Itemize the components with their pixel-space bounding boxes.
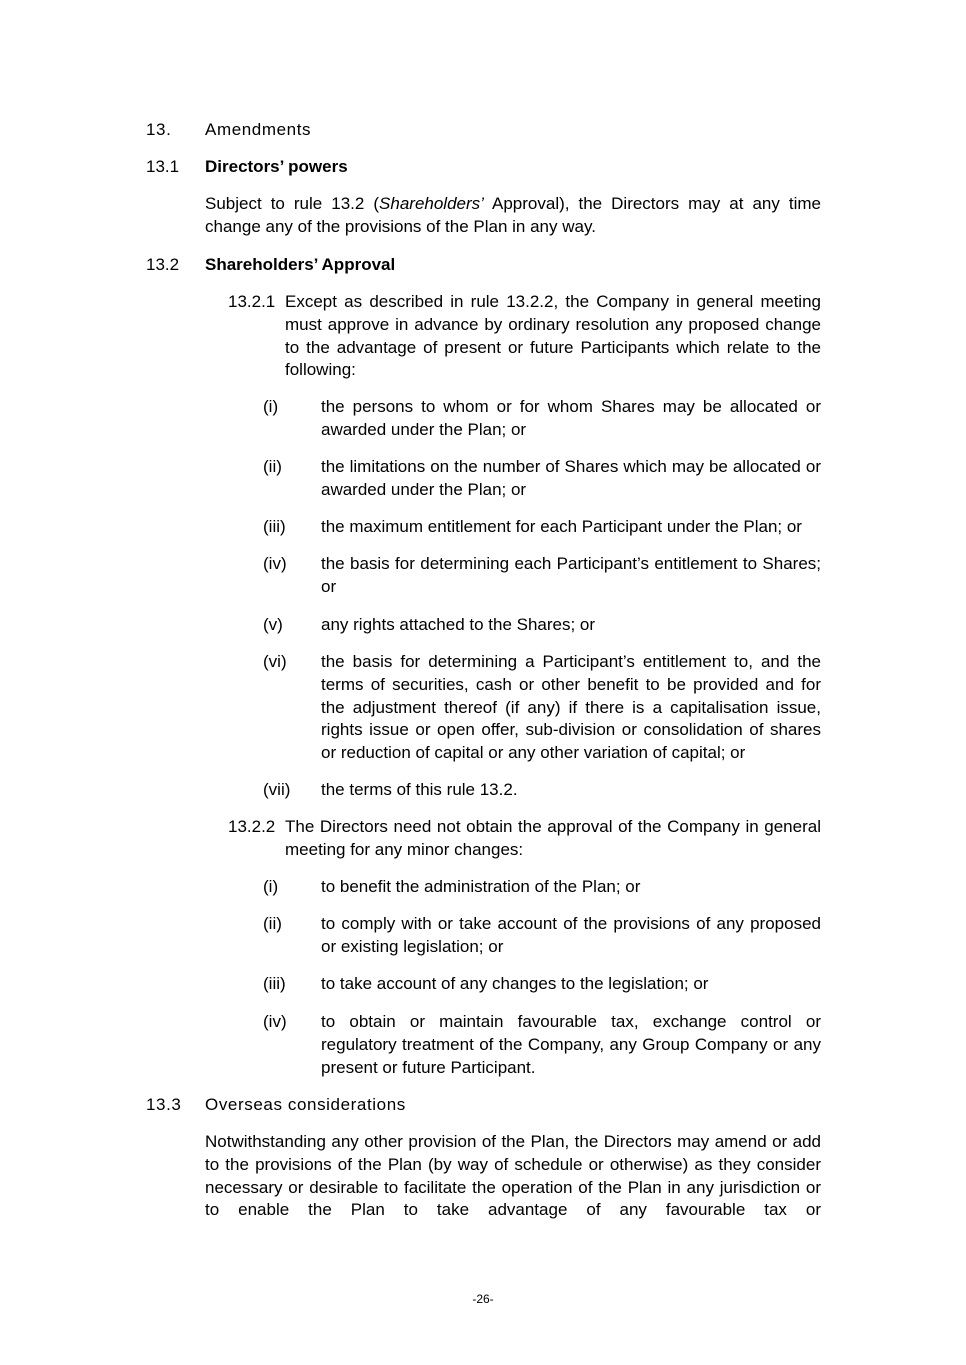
clause-13-1-number: 13.1: [146, 157, 180, 176]
list-item-number: (v): [263, 615, 283, 634]
list-item-text: the basis for determining each Participant’s entitlement to Shares; or: [321, 554, 821, 596]
list-item-number: (iv): [263, 554, 287, 573]
list-item-number: (i): [263, 877, 279, 896]
clause-13-1-body: [205, 193, 821, 239]
list-item-number: (ii): [263, 457, 282, 476]
list-item-number: (iii): [263, 974, 286, 993]
list-item-text: to obtain or maintain favourable tax, exchange control or regulatory treatment of the Company, any Group Company or any present or future Participant.: [321, 1012, 821, 1077]
section-number: 13.: [146, 120, 172, 139]
list-item-text: the limitations on the number of Shares which may be allocated or awarded under the Plan; or: [321, 457, 821, 499]
clause-13-3-body: Notwithstanding any other provision of the Plan, the Directors may amend or add to the provisions of the Plan (by way of schedule or otherwise) as they consider necessary or desirable to facilitate the operation of the Plan in any jurisdiction or to enable the Plan to take advantage of any favourable tax or: [205, 1132, 821, 1220]
rule-13-2-2-number: 13.2.2: [228, 817, 276, 836]
clause-13-3-number: 13.3: [146, 1095, 182, 1114]
list-item-text: to comply with or take account of the provisions of any proposed or existing legislation; or: [321, 914, 821, 956]
clause-13-2-number: 13.2: [146, 255, 180, 274]
list-item-text: the basis for determining a Participant’s entitlement to, and the terms of securities, cash or other benefit to be provided and for the adjustment thereof (if any) if there is a capitalisation issue, rights issue or open offer, sub-division or consolidation of shares or reduction of capital or any other variation of capital; or: [321, 652, 821, 763]
clause-13-1-body-italic: Shareholders’: [379, 194, 484, 213]
list-item-number: (iii): [263, 517, 286, 536]
list-item-text: the terms of this rule 13.2.: [321, 780, 518, 799]
rule-13-2-1-text: Except as described in rule 13.2.2, the Company in general meeting must approve in advance by ordinary resolution any proposed change to the advantage of present or future Participants which relate to the following:: [285, 292, 821, 380]
clause-13-1-body-post: Approval), the Directors may at any time change any of the provisions of the Plan in any way.: [205, 194, 822, 236]
list-item-text: to take account of any changes to the legislation; or: [321, 974, 709, 993]
list-item-text: the persons to whom or for whom Shares may be allocated or awarded under the Plan; or: [321, 397, 821, 439]
list-item-number: (i): [263, 397, 279, 416]
section-title: Amendments: [205, 120, 312, 139]
clause-13-2-title: Shareholders’ Approval: [205, 255, 396, 274]
list-item-number: (vi): [263, 652, 287, 671]
clause-13-1-body-pre: Subject to rule 13.2 (: [205, 194, 380, 213]
rule-13-2-1-number: 13.2.1: [228, 292, 276, 311]
list-item-text: any rights attached to the Shares; or: [321, 615, 596, 634]
list-item-text: the maximum entitlement for each Participant under the Plan; or: [321, 517, 802, 536]
list-item-number: (iv): [263, 1012, 287, 1031]
clause-13-3-title: Overseas considerations: [205, 1095, 406, 1114]
clause-13-1-title: Directors’ powers: [205, 157, 348, 176]
list-item-number: (vii): [263, 780, 291, 799]
page-number: -26-: [472, 1292, 494, 1306]
list-item-number: (ii): [263, 914, 282, 933]
rule-13-2-2-text: The Directors need not obtain the approval of the Company in general meeting for any minor changes:: [285, 817, 821, 859]
list-item-text: to benefit the administration of the Plan; or: [321, 877, 641, 896]
